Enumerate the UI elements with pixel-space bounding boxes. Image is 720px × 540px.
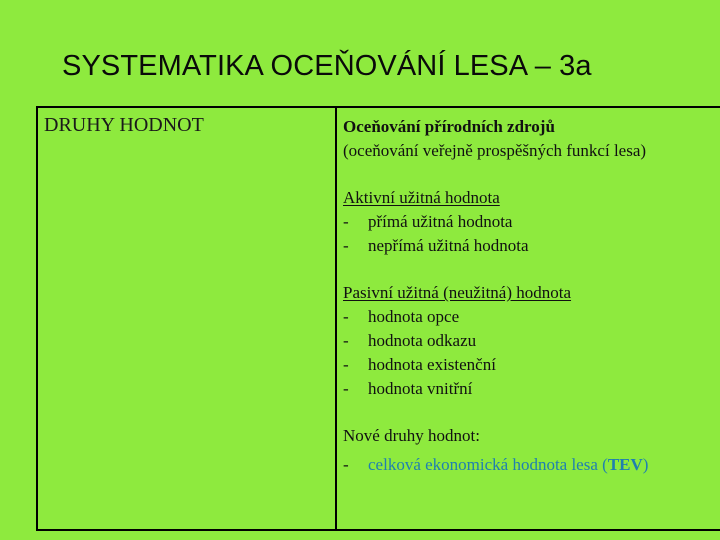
list-item bbox=[343, 305, 720, 329]
content-table bbox=[36, 106, 720, 531]
list-item-text: hodnota odkazu bbox=[368, 331, 477, 350]
list-item bbox=[343, 353, 720, 377]
right-cell bbox=[337, 108, 720, 529]
slide-title: SYSTEMATIKA OCEŇOVÁNÍ LESA – 3a bbox=[62, 50, 592, 82]
list-dash: - bbox=[343, 212, 349, 231]
list-item-text: hodnota existenční bbox=[368, 355, 496, 374]
types-of-values-heading: DRUHY HODNOT bbox=[44, 114, 204, 136]
list-item bbox=[343, 329, 720, 353]
list-dash: - bbox=[343, 355, 349, 374]
list-item-text: hodnota vnitřní bbox=[368, 379, 473, 398]
left-cell bbox=[38, 108, 337, 529]
new-value-types-heading: Nové druhy hodnot: bbox=[343, 426, 480, 445]
list-item bbox=[343, 234, 720, 258]
list-dash: - bbox=[343, 331, 349, 350]
list-dash: - bbox=[343, 307, 349, 326]
active-value-heading: Aktivní užitná hodnota bbox=[343, 188, 500, 207]
list-item bbox=[343, 210, 720, 234]
total-economic-value-label: celková ekonomická hodnota lesa bbox=[368, 455, 598, 474]
intro-heading: Oceňování přírodních zdrojů bbox=[343, 117, 555, 136]
list-item bbox=[343, 453, 720, 477]
tev-abbreviation: TEV bbox=[607, 455, 643, 474]
intro-subtitle: (oceňování veřejně prospěšných funkcí lesa) bbox=[343, 141, 647, 160]
list-item-text: nepřímá užitná hodnota bbox=[368, 236, 529, 255]
total-economic-value-text: celková ekonomická hodnota lesa (TEV) bbox=[368, 455, 649, 474]
list-dash: - bbox=[343, 236, 349, 255]
passive-value-heading: Pasivní užitná (neužitná) hodnota bbox=[343, 283, 572, 302]
list-dash: - bbox=[343, 455, 349, 474]
list-item bbox=[343, 377, 720, 401]
list-dash: - bbox=[343, 379, 349, 398]
list-item-text: přímá užitná hodnota bbox=[368, 212, 513, 231]
list-item-text: hodnota opce bbox=[368, 307, 460, 326]
